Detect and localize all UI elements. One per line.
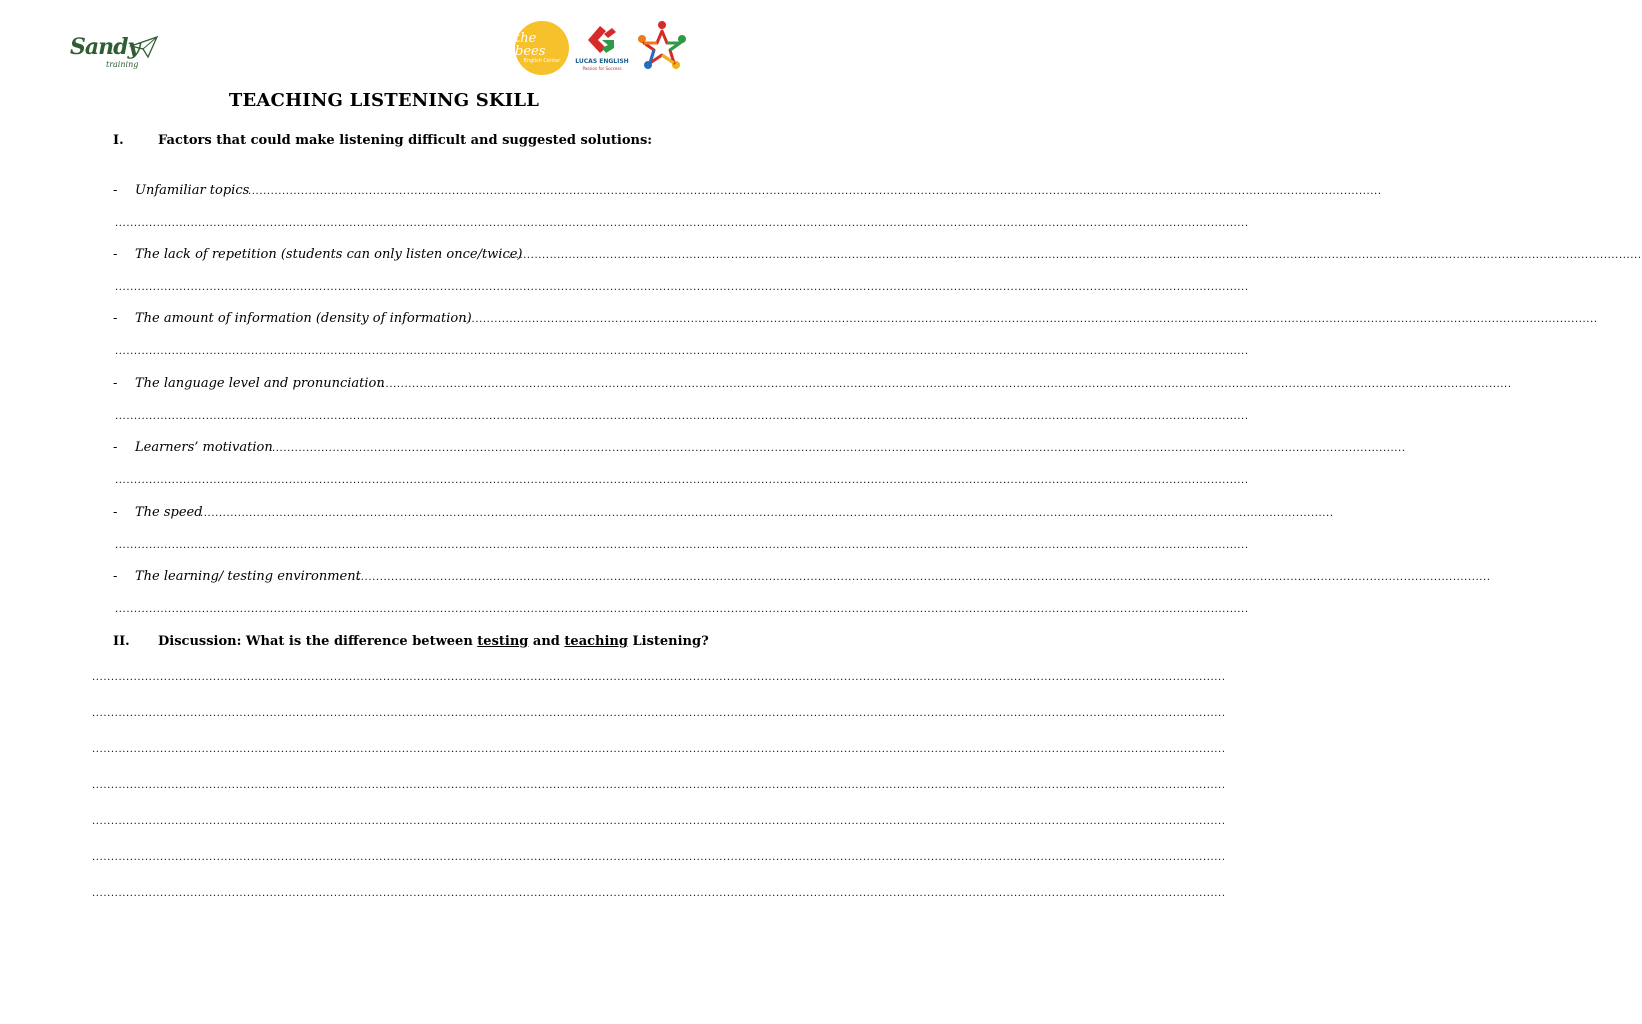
section-2-number: II. <box>113 634 130 649</box>
section-2-title <box>158 634 709 649</box>
lucas-logo-name: LUCAS ENGLISH <box>575 58 629 65</box>
list-dash: - <box>113 183 118 198</box>
answer-line[interactable]: ............................................................................................................................................................................................................................................................................................................ <box>115 540 1249 551</box>
list-dash: - <box>113 311 118 326</box>
section-1-number: I. <box>113 133 124 148</box>
list-dash: - <box>113 569 118 584</box>
answer-line[interactable]: ............................................................................................................................................................................................................................................................................................................ <box>115 475 1249 486</box>
factor-label: The speed <box>135 505 203 520</box>
bees-logo-subtext: English Center <box>523 57 561 64</box>
discussion-line[interactable]: ............................................................................................................................................................................................................................................................................................................ <box>92 672 1226 683</box>
lucas-english-logo <box>574 20 630 76</box>
list-dash: - <box>113 376 118 391</box>
list-dash: - <box>113 505 118 520</box>
factor-label: Learners’ motivation <box>135 440 273 455</box>
answer-line[interactable]: ............................................................................................................................................................................................................................................................................................................ <box>115 346 1249 357</box>
factor-label: The learning/ testing environment <box>135 569 361 584</box>
heading-text: Listening? <box>627 634 709 649</box>
heading-text: Discussion: What is the difference between <box>158 634 478 649</box>
underlined-word-teaching: teaching <box>564 634 628 649</box>
factor-label: The language level and pronunciation <box>135 376 385 391</box>
answer-line[interactable]: ............................................................................................................................................................................................................................................................................................................ <box>115 218 1249 229</box>
heading-text: and <box>528 634 565 649</box>
answer-line[interactable]: ............................................................................................................................................................................................................................................................................................................ <box>115 282 1249 293</box>
section-1-title: Factors that could make listening difficult and suggested solutions: <box>158 133 653 148</box>
worksheet-title: TEACHING LISTENING SKILL <box>228 90 540 111</box>
sandy-training-logo <box>70 32 160 76</box>
list-dash: - <box>113 440 118 455</box>
star-people-logo-icon <box>634 19 690 75</box>
bees-logo-text: the bees <box>515 30 546 59</box>
discussion-line[interactable]: ............................................................................................................................................................................................................................................................................................................ <box>92 888 1226 899</box>
list-dash: - <box>113 247 118 262</box>
factor-label: The amount of information (density of information) <box>135 311 472 326</box>
discussion-line[interactable]: ............................................................................................................................................................................................................................................................................................................ <box>92 708 1226 719</box>
sandy-logo-text: Sandy <box>70 34 140 60</box>
sandy-logo-subtext: training <box>106 60 139 69</box>
answer-line[interactable]: ............................................................................................................................................................................................................................................................................................................ <box>115 604 1249 615</box>
discussion-line[interactable]: ............................................................................................................................................................................................................................................................................................................ <box>92 852 1226 863</box>
factor-label: Unfamiliar topics <box>135 183 250 198</box>
answer-line[interactable]: ............................................................................................................................................................................................................................................................................................................ <box>464 314 1598 325</box>
answer-line[interactable]: ............................................................................................................................................................................................................................................................................................................ <box>272 443 1406 454</box>
lucas-g-emblem-icon <box>574 20 630 58</box>
answer-line[interactable]: ............................................................................................................................................................................................................................................................................................................ <box>378 379 1512 390</box>
answer-line[interactable]: ............................................................................................................................................................................................................................................................................................................ <box>248 186 1382 197</box>
answer-line[interactable]: ............................................................................................................................................................................................................................................................................................................ <box>115 411 1249 422</box>
discussion-line[interactable]: ............................................................................................................................................................................................................................................................................................................ <box>92 780 1226 791</box>
paper-plane-icon <box>130 36 158 58</box>
the-bees-logo <box>515 21 569 75</box>
answer-line[interactable]: ............................................................................................................................................................................................................................................................................................................ <box>508 250 1642 261</box>
lucas-logo-tagline: Passion for Success <box>582 66 622 71</box>
discussion-line[interactable]: ............................................................................................................................................................................................................................................................................................................ <box>92 816 1226 827</box>
answer-line[interactable]: ............................................................................................................................................................................................................................................................................................................ <box>357 572 1491 583</box>
underlined-word-testing: testing <box>477 634 529 649</box>
discussion-line[interactable]: ............................................................................................................................................................................................................................................................................................................ <box>92 744 1226 755</box>
answer-line[interactable]: ............................................................................................................................................................................................................................................................................................................ <box>200 508 1334 519</box>
factor-label: The lack of repetition (students can only listen once/twice) <box>135 247 523 262</box>
